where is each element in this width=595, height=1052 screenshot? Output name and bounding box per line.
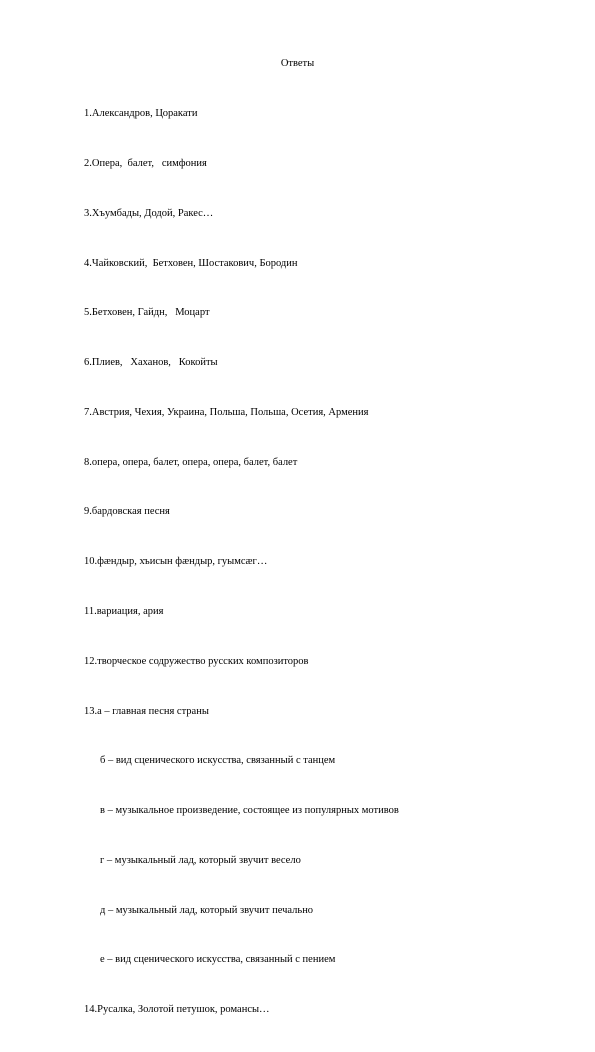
answer-1: 1.Александров, Цоракати [84,108,198,120]
answer-7: 7.Австрия, Чехия, Украина, Польша, Польша, Осетия, Армения [84,406,369,418]
answers-list [84,73,564,1052]
answer-14: 14.Русалка, Золотой петушок, романсы… [84,1004,270,1016]
answer-8: 8.опера, опера, балет, опера, опера, балет, балет [84,456,298,468]
answer-2: 2.Опера, балет, симфония [84,157,207,169]
answer-9: 9.бардовская песня [84,506,170,518]
answer-13-b: б – вид сценического искусства, связанный с танцем [100,755,336,767]
answer-13-g: г – музыкальный лад, который звучит весело [100,854,301,866]
answer-11: 11.вариация, ария [84,606,164,617]
answer-13-e: е – вид сценического искусства, связанный с пением [100,954,336,966]
answer-12: 12.творческое содружество русских композиторов [84,655,309,667]
answer-5: 5.Бетховен, Гайдн, Моцарт [84,307,210,319]
answer-6: 6.Плиев, Хаханов, Кокойты [84,357,218,369]
answer-13-v: в – музыкальное произведение, состоящее из популярных мотивов [100,805,399,817]
answer-13-d: д – музыкальный лад, который звучит печально [100,904,314,916]
answer-4: 4.Чайковский, Бетховен, Шостакович, Бородин [84,257,298,269]
answer-13-a: 13.а – главная песня страны [84,705,209,717]
answer-10: 10.фæндыр, хъисын фæндыр, гуымсæг… [84,556,268,568]
page-title: Ответы [280,58,315,69]
answer-3: 3.Хъумбады, Додой, Ракес… [84,207,214,219]
